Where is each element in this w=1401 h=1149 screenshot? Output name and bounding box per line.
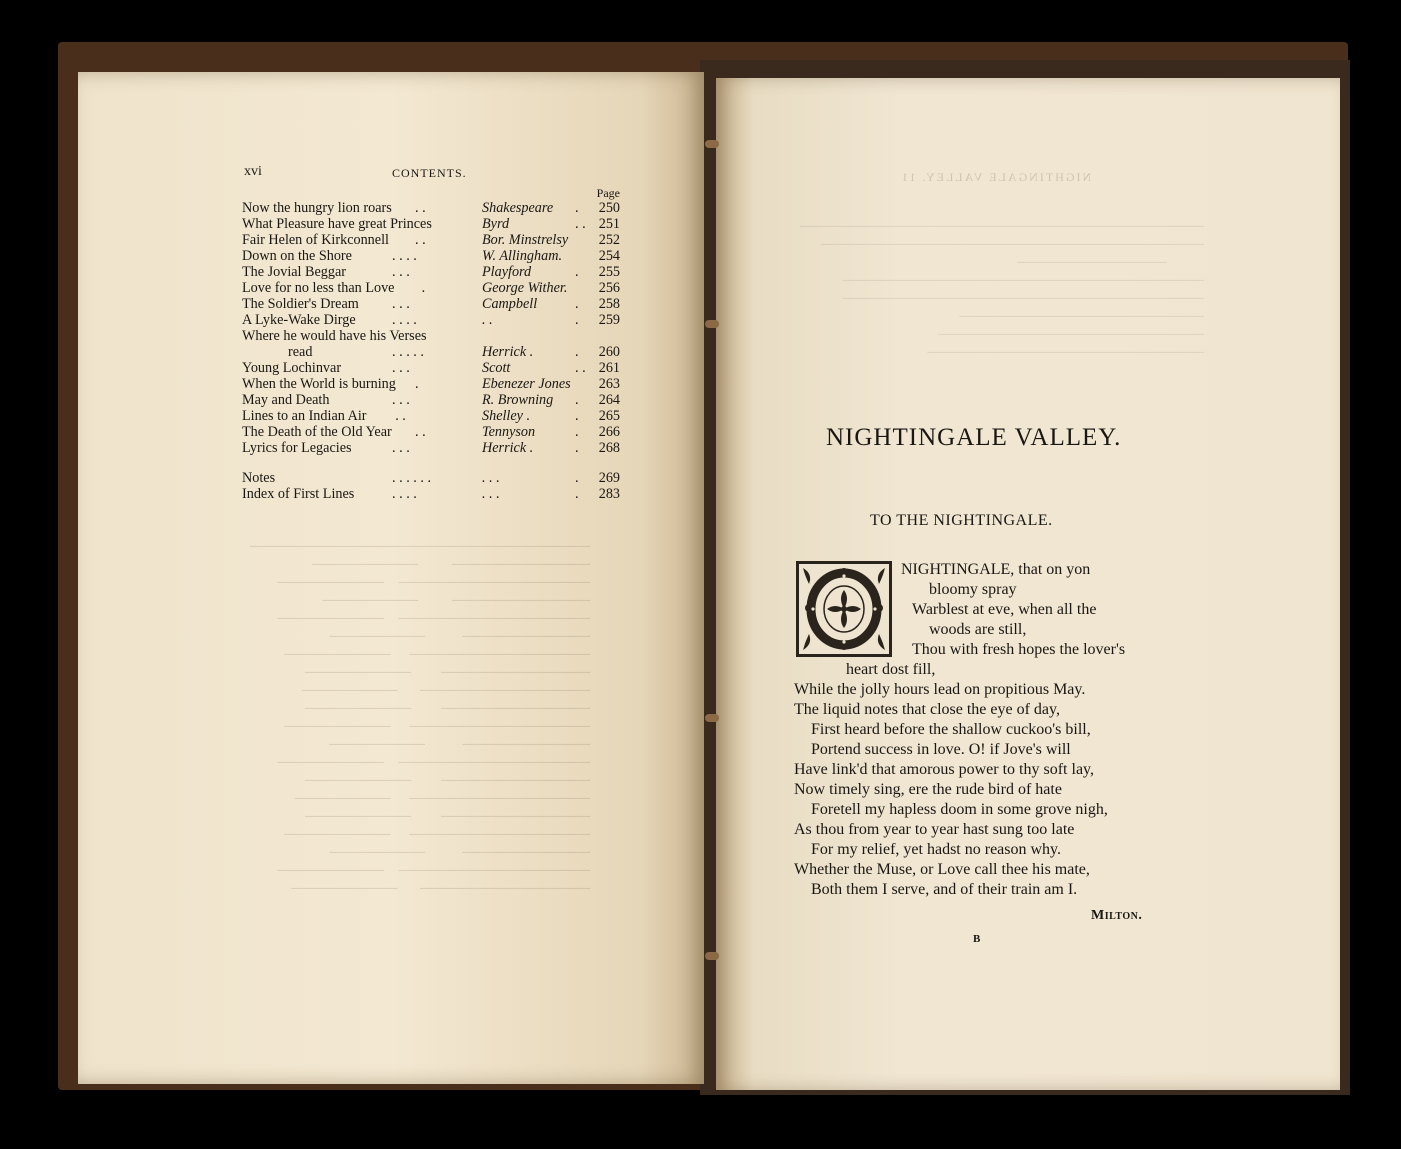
entry-author: Herrick . [482, 440, 534, 456]
entry-author: Byrd [482, 216, 510, 232]
entry-title: What Pleasure have great Princes [242, 216, 432, 232]
entry-author: Tennyson [482, 424, 536, 440]
running-head: CONTENTS. [392, 166, 467, 180]
binding-thread [705, 714, 719, 722]
contents-entry [242, 264, 624, 280]
entry-title: read [288, 344, 313, 360]
leader-dots: . [575, 264, 579, 280]
leader-dots: . [575, 408, 579, 424]
poem-line: While the jolly hours lead on propitious May. [794, 681, 1086, 698]
contents-entry [242, 296, 624, 312]
leader-dots: . [575, 424, 579, 440]
entry-title: When the World is burning [242, 376, 396, 392]
entry-author: Scott [482, 360, 511, 376]
entry-author: Bor. Minstrelsy [482, 232, 569, 248]
entry-page-number: 268 [598, 440, 620, 456]
contents-entry [242, 200, 624, 216]
entry-title: The Death of the Old Year [242, 424, 392, 440]
entry-page-number: 251 [598, 216, 620, 232]
leader-dots: . [575, 312, 579, 328]
entry-title: Fair Helen of Kirkconnell [242, 232, 389, 248]
entry-page-number: 283 [598, 486, 620, 502]
leader-dots: . . . [392, 392, 410, 408]
contents-entry [242, 344, 624, 360]
entry-author: Ebenezer Jones [482, 376, 571, 392]
contents-entry [242, 424, 624, 440]
contents-entry [242, 328, 624, 344]
leader-dots: . . . [392, 264, 410, 280]
page-number: xvi [244, 164, 262, 179]
contents-entry [242, 376, 624, 392]
page-title: NIGHTINGALE VALLEY. [826, 424, 1122, 451]
binding-thread [705, 320, 719, 328]
leader-dots: . . . [392, 360, 410, 376]
leader-dots: . . . [392, 296, 410, 312]
poem-line: Warblest at eve, when all the [912, 601, 1097, 618]
poem-line: Now timely sing, ere the rude bird of hate [794, 781, 1062, 798]
entry-author: Playford [482, 264, 532, 280]
entry-page-number: 261 [598, 360, 620, 376]
entry-title: Index of First Lines [242, 486, 355, 502]
leader-dots: . . . . [392, 248, 417, 264]
poem-line: heart dost fill, [846, 661, 936, 678]
poem-line: Thou with fresh hopes the lover's [912, 641, 1126, 658]
entry-title: Notes [242, 470, 276, 486]
entry-title: Down on the Shore [242, 248, 352, 264]
entry-page-number: 260 [598, 344, 620, 360]
signature-mark: B [973, 933, 981, 945]
poem-line: Portend success in love. O! if Jove's will [811, 741, 1071, 758]
leader-dots: . [575, 392, 579, 408]
decorated-initial-o [795, 560, 893, 658]
leader-dots: . . [575, 216, 586, 232]
contents-entry [242, 248, 624, 264]
entry-page-number: 252 [598, 232, 620, 248]
contents-entry [242, 486, 624, 502]
entry-page-number: 259 [598, 312, 620, 328]
entry-author: . . [482, 312, 493, 328]
leader-dots: . [415, 376, 419, 392]
contents-entry [242, 216, 624, 232]
leader-dots: . . . . . [392, 344, 424, 360]
entry-title: Now the hungry lion roars [242, 200, 392, 216]
poem-line: Whether the Muse, or Love call thee his mate, [794, 861, 1090, 878]
contents-entry [242, 360, 624, 376]
entry-title: Lyrics for Legacies [242, 440, 352, 456]
leader-dots: . [575, 296, 579, 312]
entry-author: Shakespeare [482, 200, 554, 216]
poem-line: Foretell my hapless doom in some grove nigh, [811, 801, 1108, 818]
entry-title: Where he would have his Verses [242, 328, 427, 344]
poem-line: bloomy spray [929, 581, 1017, 598]
leader-dots: . . [415, 424, 426, 440]
leader-dots: . [421, 280, 426, 296]
entry-page-number: 250 [598, 200, 620, 216]
contents-entry [242, 280, 624, 296]
leader-dots: . [575, 200, 579, 216]
entry-page-number: 266 [598, 424, 620, 440]
contents-entry [242, 312, 624, 328]
entry-author: Herrick . [482, 344, 534, 360]
leader-dots: . . . . [392, 486, 417, 502]
entry-title: A Lyke-Wake Dirge [242, 312, 356, 328]
leader-dots: . . . [392, 440, 410, 456]
entry-author: . . . [482, 470, 500, 486]
leader-dots: . [575, 344, 579, 360]
entry-author: George Wither. [482, 280, 568, 296]
entry-title: The Soldier's Dream [242, 296, 359, 312]
show-through: ──────────────────────────────── ───────────── ────────── ────────────────── ────────── ───────────── ───────── ────────────────── ────────── ──────────── ───────── ───────────────── ────────── ────────────── ────────── ──────────────── ───────── ────────────── ────────── ───────────────── ────────── ──────────── ───────── ────────────────── ────────── ────────────── ────────── ───────────────── ───────── ────────────── ────────── ───────────────── ────────── ──────────── ───────── ────────────────── ────────── ──────────────── ────────── [250, 539, 591, 897]
entry-author: Shelley . [482, 408, 531, 424]
leader-dots: . [575, 470, 579, 486]
contents-entry [242, 232, 624, 248]
poem-line: Have link'd that amorous power to thy soft lay, [794, 761, 1095, 778]
poem-title: TO THE NIGHTINGALE. [870, 512, 1053, 529]
entry-title: Young Lochinvar [242, 360, 342, 376]
leader-dots: . . [575, 360, 586, 376]
entry-page-number: 264 [598, 392, 620, 408]
leader-dots: . . [395, 408, 406, 424]
entry-title: Love for no less than Love [242, 280, 395, 296]
entry-author: . . . [482, 486, 500, 502]
poem-line: woods are still, [929, 621, 1027, 638]
leader-dots: . [575, 440, 579, 456]
leader-dots: . [575, 486, 579, 502]
entry-page-number: 265 [598, 408, 620, 424]
entry-title: The Jovial Beggar [242, 264, 347, 280]
entry-page-number: 254 [598, 248, 620, 264]
poem-line: NIGHTINGALE, that on yon [901, 561, 1091, 578]
leader-dots: . . . . [392, 312, 417, 328]
leader-dots: . . [415, 200, 426, 216]
poem-line: Both them I serve, and of their train am I. [811, 881, 1078, 898]
poem-attribution: Milton. [1091, 908, 1143, 923]
leader-dots: . . . . . . [392, 470, 432, 486]
leader-dots: . . [415, 232, 426, 248]
entry-title: May and Death [242, 392, 330, 408]
entry-page-number: 258 [598, 296, 620, 312]
poem-line: The liquid notes that close the eye of day, [794, 701, 1060, 718]
binding-thread [705, 140, 719, 148]
entry-page-number: 269 [598, 470, 620, 486]
show-through-heading: NIGHTINGALE VALLEY. 11 [900, 170, 1092, 184]
entry-author: Campbell [482, 296, 538, 312]
entry-author: R. Browning [482, 392, 554, 408]
contents-entry [242, 440, 624, 456]
entry-page-number: 255 [598, 264, 620, 280]
contents-entry [242, 392, 624, 408]
poem-line: As thou from year to year hast sung too late [794, 821, 1075, 838]
page-column-label: Page [596, 186, 620, 200]
show-through: ────────────────────────────────────── ──────────────────────────────────── ────────────── ────────────────────────────────── ────────────────────────────────── ─────────────────────── ───────────────────────── ────────────────────────── [800, 219, 1204, 361]
entry-author: W. Allingham. [482, 248, 563, 264]
binding-thread [705, 952, 719, 960]
entry-page-number: 263 [598, 376, 620, 392]
poem-line: For my relief, yet hadst no reason why. [811, 841, 1062, 858]
entry-page-number: 256 [598, 280, 620, 296]
entry-title: Lines to an Indian Air [242, 408, 367, 424]
contents-entry [242, 408, 624, 424]
poem-line: First heard before the shallow cuckoo's bill, [811, 721, 1091, 738]
contents-entry [242, 470, 624, 486]
